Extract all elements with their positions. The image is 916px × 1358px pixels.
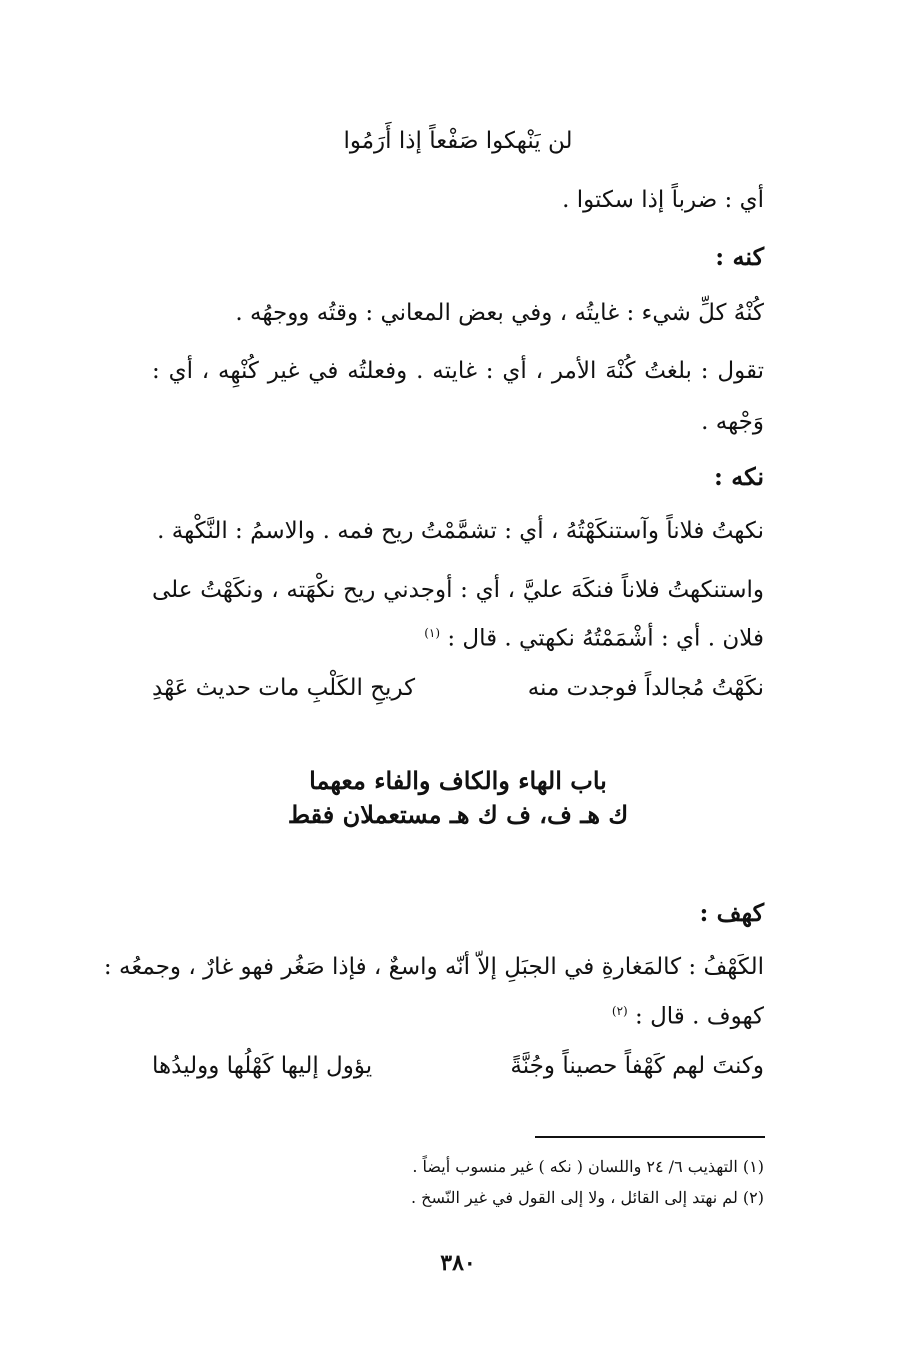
entry-nakh-line-3	[152, 616, 764, 656]
verse-kahf	[152, 1046, 764, 1086]
verse-nakh	[152, 668, 764, 708]
verse-nakh-first-hemistich: نكَهْتُ مُجالداً فوجدت منه	[527, 675, 764, 701]
entry-kahf-line-2-text: كهوف . قال :	[635, 1003, 764, 1030]
footnote-ref-1: (١)	[424, 626, 441, 640]
entry-nakh-line-1: نكهتُ فلاناً وآستنكَهْتُهُ ، أي : تشمَّمْتُ ريح فمه . والاسمُ : النَّكْهة .	[157, 518, 764, 544]
verse-kahf-first-hemistich: وكنتَ لهم كَهْفاً حصيناً وجُنَّةً	[510, 1053, 764, 1079]
verse-nakh-second-hemistich: كريحِ الكَلْبِ مات حديث عَهْدِ	[152, 675, 416, 701]
entry-kunh-line-3: وَجْهه .	[701, 409, 764, 435]
chapter-title: باب الهاء والكاف والفاء معهما	[309, 766, 607, 795]
verse-gloss: أي : ضرباً إذا سكتوا .	[562, 187, 764, 213]
entry-kunh-line-1: كُنْهُ كلِّ شيء : غايتُه ، وفي بعض المعاني : وقتُه ووجهُه .	[235, 300, 764, 326]
entry-head-kahf: كهف :	[699, 898, 764, 927]
page-number: ٣٨٠	[440, 1250, 476, 1276]
entry-kahf-line-2	[152, 994, 764, 1034]
entry-head-kunh: كنه :	[715, 242, 764, 271]
footnote-1: (١) التهذيب ٦/ ٢٤ واللسان ( نكه ) غير منسوب أيضاً .	[412, 1157, 764, 1176]
footnote-2: (٢) لم نهتد إلى القائل ، ولا إلى القول في غير النّسخ .	[410, 1188, 764, 1207]
footnote-ref-2: (٢)	[611, 1004, 628, 1018]
entry-kahf-line-1: الكَهْفُ : كالمَغارةِ في الجبَلِ إلاّ أنّه واسعٌ ، فإذا صَغُر فهو غارٌ ، وجمعُه :	[103, 954, 764, 980]
verse-line-top: لن يَنْهكوا صَفْعاً إذا أَرَمُوا	[343, 128, 573, 154]
entry-nakh-line-2: واستنكهتُ فلاناً فنكَهَ عليَّ ، أي : أوجدني ريح نكْهَته ، ونكَهْتُ على	[152, 577, 764, 603]
entry-nakh-line-3-text: فلان . أي : أشْمَمْتُهُ نكهتي . قال :	[447, 625, 764, 652]
verse-kahf-second-hemistich: يؤول إليها كَهْلُها ووليدُها	[152, 1053, 373, 1079]
footnote-separator	[535, 1136, 765, 1138]
chapter-subtitle: ك هـ ف، ف ك هـ مستعملان فقط	[287, 800, 629, 829]
entry-kunh-line-2: تقول : بلغتُ كُنْهَ الأمر ، أي : غايته . وفعلتُه في غير كُنْهِه ، أي :	[152, 358, 764, 384]
entry-head-nakh: نكه :	[713, 462, 764, 491]
